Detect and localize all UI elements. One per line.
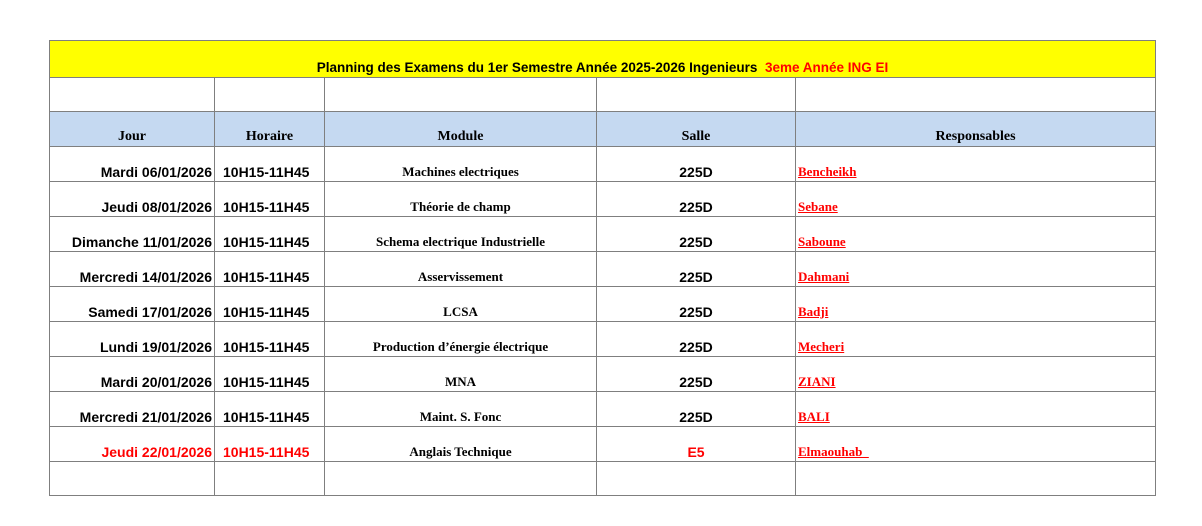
table-row	[50, 147, 1156, 182]
module-cell: MNA	[325, 357, 597, 392]
module-cell: Schema electrique Industrielle	[325, 217, 597, 252]
responsible-cell	[796, 322, 1156, 357]
day-cell: Mercredi 21/01/2026	[50, 392, 215, 427]
responsible-name: Elmaouhab	[798, 444, 869, 459]
day-cell: Dimanche 11/01/2026	[50, 217, 215, 252]
module-cell: Production d’énergie électrique	[325, 322, 597, 357]
table-row	[50, 357, 1156, 392]
table-row	[50, 287, 1156, 322]
module-cell: Asservissement	[325, 252, 597, 287]
empty-cell	[325, 462, 597, 496]
header-jour: Jour	[50, 112, 215, 147]
header-horaire: Horaire	[215, 112, 325, 147]
empty-cell	[325, 78, 597, 112]
module-cell: Machines electriques	[325, 147, 597, 182]
room-cell: 225D	[597, 147, 796, 182]
room-cell: 225D	[597, 252, 796, 287]
room-cell: 225D	[597, 357, 796, 392]
responsible-name: Badji	[798, 304, 829, 319]
empty-cell	[796, 462, 1156, 496]
empty-row	[50, 462, 1156, 496]
time-cell: 10H15-11H45	[215, 287, 325, 322]
table-row	[50, 322, 1156, 357]
table-row	[50, 427, 1156, 462]
responsible-name: Saboune	[798, 234, 846, 249]
time-cell: 10H15-11H45	[215, 322, 325, 357]
room-cell: 225D	[597, 287, 796, 322]
responsible-name: Sebane	[798, 199, 838, 214]
exam-schedule-table	[49, 40, 1156, 496]
header-row	[50, 112, 1156, 147]
time-cell: 10H15-11H45	[215, 392, 325, 427]
header-module: Module	[325, 112, 597, 147]
day-cell: Jeudi 22/01/2026	[50, 427, 215, 462]
empty-cell	[796, 78, 1156, 112]
time-cell: 10H15-11H45	[215, 182, 325, 217]
day-cell: Mardi 20/01/2026	[50, 357, 215, 392]
responsible-name: ZIANI	[798, 374, 836, 389]
time-cell: 10H15-11H45	[215, 252, 325, 287]
responsible-cell	[796, 252, 1156, 287]
room-cell: 225D	[597, 322, 796, 357]
class-label: 3eme Année ING EI	[764, 60, 889, 75]
header-salle: Salle	[597, 112, 796, 147]
day-cell: Jeudi 08/01/2026	[50, 182, 215, 217]
empty-row	[50, 78, 1156, 112]
room-cell: E5	[597, 427, 796, 462]
empty-cell	[597, 462, 796, 496]
header-responsables: Responsables	[796, 112, 1156, 147]
day-cell: Mardi 06/01/2026	[50, 147, 215, 182]
module-cell: Anglais Technique	[325, 427, 597, 462]
empty-cell	[215, 462, 325, 496]
time-cell: 10H15-11H45	[215, 427, 325, 462]
schedule-title: Planning des Examens du 1er Semestre Année 2025-2026 Ingenieurs	[316, 60, 758, 75]
responsible-cell	[796, 217, 1156, 252]
empty-cell	[50, 78, 215, 112]
responsible-name: BALI	[798, 409, 830, 424]
responsible-cell	[796, 287, 1156, 322]
time-cell: 10H15-11H45	[215, 357, 325, 392]
responsible-cell	[796, 427, 1156, 462]
room-cell: 225D	[597, 182, 796, 217]
time-cell: 10H15-11H45	[215, 217, 325, 252]
module-cell: Maint. S. Fonc	[325, 392, 597, 427]
room-cell: 225D	[597, 392, 796, 427]
responsible-name: Mecheri	[798, 339, 845, 354]
day-cell: Lundi 19/01/2026	[50, 322, 215, 357]
day-cell: Mercredi 14/01/2026	[50, 252, 215, 287]
title-row	[50, 41, 1156, 78]
time-cell: 10H15-11H45	[215, 147, 325, 182]
day-cell: Samedi 17/01/2026	[50, 287, 215, 322]
empty-cell	[597, 78, 796, 112]
title-cell	[50, 41, 1156, 78]
room-cell: 225D	[597, 217, 796, 252]
responsible-cell	[796, 147, 1156, 182]
responsible-cell	[796, 392, 1156, 427]
responsible-name: Bencheikh	[798, 164, 857, 179]
module-cell: Théorie de champ	[325, 182, 597, 217]
responsible-name: Dahmani	[798, 269, 850, 284]
table-row	[50, 252, 1156, 287]
empty-cell	[215, 78, 325, 112]
empty-cell	[50, 462, 215, 496]
table-row	[50, 217, 1156, 252]
table-row	[50, 182, 1156, 217]
responsible-cell	[796, 357, 1156, 392]
table-row	[50, 392, 1156, 427]
module-cell: LCSA	[325, 287, 597, 322]
responsible-cell	[796, 182, 1156, 217]
